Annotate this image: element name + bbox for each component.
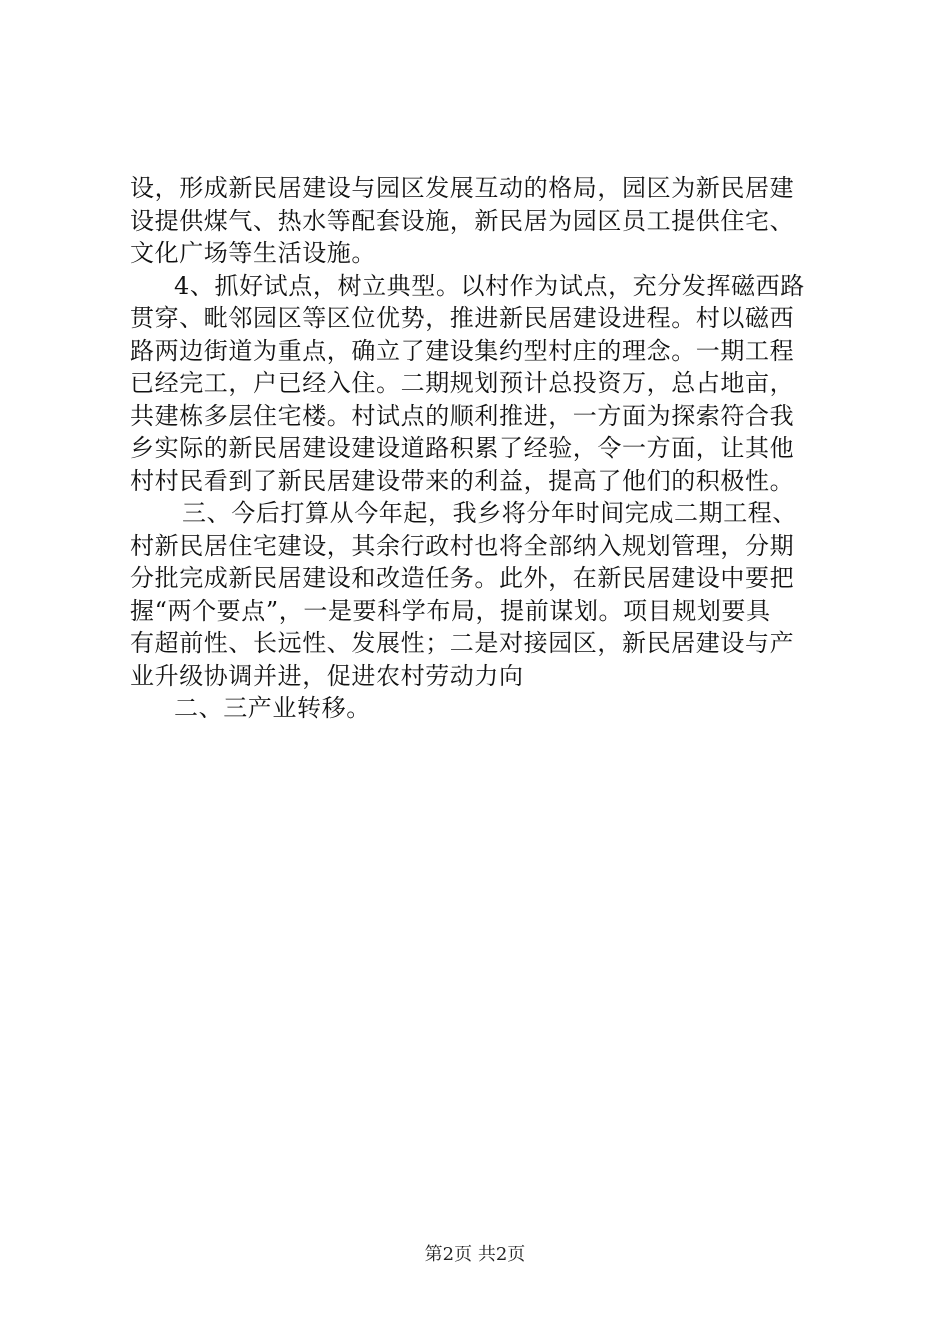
text-line: 分批完成新民居建设和改造任务。此外，在新民居建设中要把 (130, 564, 795, 592)
page-number-footer: 第2页 共2页 (424, 1244, 526, 1265)
text-line: 有超前性、长远性、发展性；二是对接园区，新民居建设与产 (130, 629, 795, 657)
body-text (130, 172, 820, 725)
text-line: 三、今后打算从今年起，我乡将分年时间完成二期工程、 (182, 499, 797, 527)
text-line: 握“两个要点”，一是要科学布局，提前谋划。项目规划要具 (130, 596, 771, 625)
text-line: 共建栋多层住宅楼。村试点的顺利推进，一方面为探索符合我 (130, 401, 795, 430)
text-line: 设提供煤气、热水等配套设施，新民居为园区员工提供住宅、 (130, 206, 795, 235)
text-line: 贯穿、毗邻园区等区位优势，推进新民居建设进程。村以磁西 (130, 304, 795, 332)
text-line: 村新民居住宅建设，其余行政村也将全部纳入规划管理，分期 (130, 531, 795, 560)
text-line: 4、抓好试点，树立典型。以村作为试点，充分发挥磁西路 (174, 271, 805, 300)
text-line: 设，形成新民居建设与园区发展互动的格局，园区为新民居建 (130, 174, 795, 202)
text-line: 路两边街道为重点，确立了建设集约型村庄的理念。一期工程 (130, 336, 795, 365)
text-line: 文化广场等生活设施。 (130, 239, 376, 267)
text-line: 已经完工，户已经入住。二期规划预计总投资万，总占地亩， (130, 369, 795, 397)
text-line: 二、三产业转移。 (174, 694, 371, 722)
text-line: 乡实际的新民居建设建设道路积累了经验，令一方面，让其他 (130, 434, 795, 462)
text-line: 村村民看到了新民居建设带来的利益，提高了他们的积极性。 (130, 466, 795, 495)
text-line: 业升级协调并进，促进农村劳动力向 (130, 661, 524, 690)
